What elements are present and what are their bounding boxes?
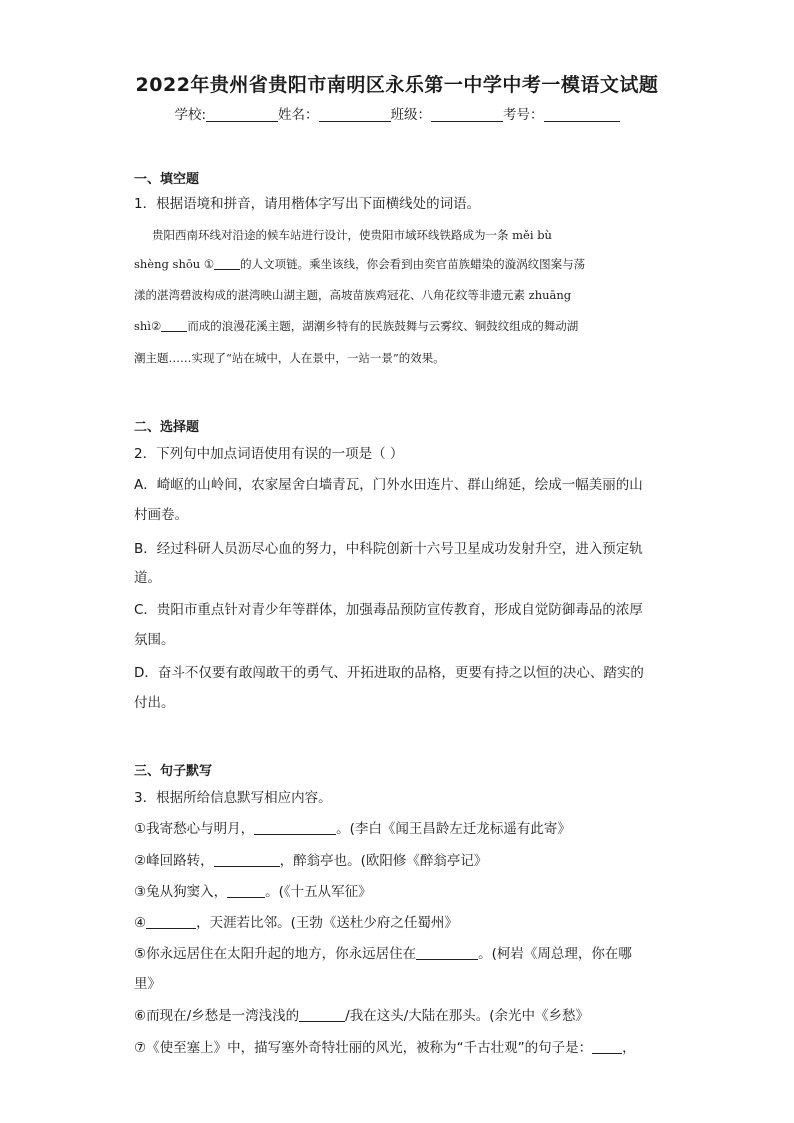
dictation-blank-1[interactable] (254, 822, 336, 835)
section-heading-choice: 二、选择题 (134, 420, 200, 435)
item-text: ⑥而现在/乡愁是一湾浅浅的 (134, 1008, 300, 1024)
dictation-item-7 (134, 1036, 664, 1056)
q1-passage-line: 漾的湛湾碧波构成的湛湾映山湖主题，高坡苗族鸡冠花、八角花纹等非遗元素 zhuāng (134, 288, 572, 302)
dictation-blank-4[interactable] (146, 916, 196, 929)
name-label: 姓名： (278, 107, 319, 123)
item-source: 。(柯岩《周总理，你在哪 (478, 946, 632, 962)
item-text: ②峰回路转， (134, 853, 214, 869)
item-source: /我在这头/大陆在那头。(余光中《乡愁》 (345, 1008, 590, 1024)
item-text: ④ (134, 915, 147, 931)
pinyin-text: shèng shōu (134, 257, 201, 271)
option-b-cont: 道。 (134, 570, 161, 586)
passage-text: 而成的浪漫花溪主题，湖潮乡特有的民族鼓舞与云雾纹、铜鼓纹组成的舞动湖 (187, 319, 579, 333)
option-c[interactable]: C．贵阳市重点针对青少年等群体，加强毒品预防宣传教育，形成自觉防御毒品的浓厚 (134, 602, 643, 618)
blank-marker: ① (203, 257, 215, 271)
item-source: ，天涯若比邻。(王勃《送杜少府之任蜀州》 (196, 915, 458, 931)
dictation-item-5 (134, 942, 664, 962)
item-source: ，醉翁亭也。(欧阳修《醉翁亭记》 (279, 853, 488, 869)
dictation-item-2 (134, 849, 664, 869)
dictation-blank-3[interactable] (227, 885, 265, 898)
page-title: 2022年贵州省贵阳市南明区永乐第一中学中考一模语文试题 (135, 74, 659, 96)
dictation-blank-2[interactable] (214, 854, 280, 867)
option-b[interactable]: B．经过科研人员沥尽心血的努力，中科院创新十六号卫星成功发射升空，进入预定轨 (134, 541, 643, 557)
answer-blank-2[interactable] (161, 319, 187, 332)
option-d[interactable]: D．奋斗不仅要有敢闯敢干的勇气、开拓进取的品格，更要有持之以恒的决心、踏实的 (134, 665, 644, 681)
item-text: ⑦《使至塞上》中，描写塞外奇特壮丽的风光，被称为“千古壮观”的句子是： (134, 1040, 593, 1056)
class-blank[interactable] (431, 107, 503, 122)
exam-number-label: 考号： (503, 107, 544, 123)
dictation-blank-5[interactable] (416, 947, 478, 960)
dictation-blank-6[interactable] (299, 1009, 345, 1022)
item-punct: ， (622, 1040, 636, 1056)
blank-marker: ② (151, 319, 162, 333)
dictation-item-6 (134, 1004, 664, 1024)
item-text: ⑤你永远居住在太阳升起的地方，你永远居住在 (134, 946, 417, 962)
pinyin-text: shì (134, 319, 151, 333)
answer-blank-1[interactable] (214, 257, 240, 270)
passage-text: 的人文项链。乘坐该线，你会看到由奕官苗族蜡染的漩涡纹图案与荡 (240, 257, 586, 271)
option-c-cont: 氛围。 (134, 632, 175, 648)
item-text: ③兔从狗窦入， (134, 884, 228, 900)
section-heading-fill: 一、填空题 (134, 172, 200, 187)
dictation-blank-7[interactable] (592, 1041, 622, 1054)
question-1-stem: 1．根据语境和拼音，请用楷体字写出下面横线处的词语。 (134, 196, 481, 212)
option-a-cont: 村画卷。 (134, 507, 188, 523)
dictation-item-5-cont: 里》 (134, 976, 161, 992)
class-label: 班级： (390, 107, 432, 123)
school-blank[interactable] (206, 107, 278, 122)
name-blank[interactable] (319, 107, 391, 122)
school-label: 学校: (174, 107, 207, 123)
option-a[interactable]: A．崎岖的山岭间，农家屋舍白墙青瓦，门外水田连片、群山绵延，绘成一幅美丽的山 (134, 477, 643, 493)
student-info-row (0, 103, 794, 123)
question-3-stem: 3．根据所给信息默写相应内容。 (134, 790, 332, 806)
q1-passage-line (134, 256, 664, 272)
q1-passage-line: 潮主题……实现了“站在城中，人在景中，一站一景”的效果。 (134, 351, 445, 365)
exam-number-blank[interactable] (544, 107, 620, 122)
dictation-item-4 (134, 911, 664, 931)
option-d-cont: 付出。 (134, 695, 175, 711)
question-2-stem: 2．下列句中加点词语使用有误的一项是（ ） (134, 446, 404, 462)
dictation-item-3 (134, 880, 664, 900)
q1-passage-line (134, 318, 664, 334)
q1-passage-line: 贵阳西南环线对沿途的候车站进行设计，使贵阳市域环线铁路成为一条 měi bù (152, 228, 552, 242)
item-text: ①我寄愁心与明月， (134, 821, 255, 837)
section-heading-dictation: 三、句子默写 (134, 764, 213, 779)
dictation-item-1 (134, 817, 664, 837)
item-source: 。(《十五从军征》 (265, 884, 372, 900)
item-source: 。(李白《闻王昌龄左迁龙标遥有此寄》 (336, 821, 571, 837)
